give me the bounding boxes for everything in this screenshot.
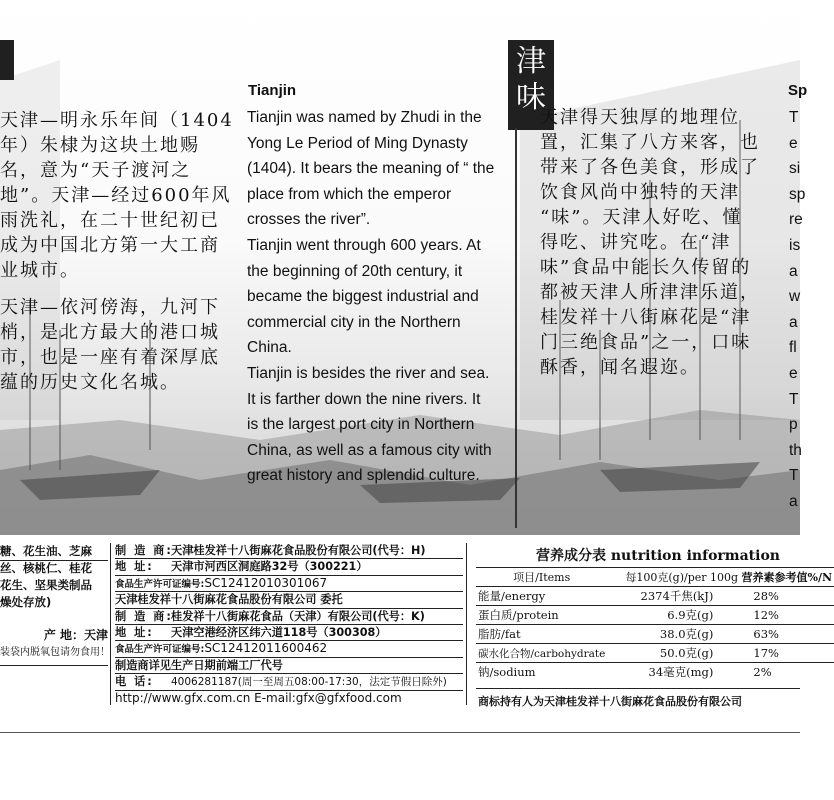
en-line: th bbox=[789, 441, 802, 459]
en-line: a bbox=[789, 313, 798, 331]
cn-line: 天津—依河傍海，九河下 bbox=[0, 297, 220, 318]
entrust-row bbox=[115, 592, 463, 608]
nutrient-value: 34毫克(mg) bbox=[607, 663, 723, 682]
row-value: 天津空港经济区纬六道118号（300308） bbox=[171, 625, 387, 639]
nutrient-nrv: 12% bbox=[723, 606, 834, 625]
table-header-row bbox=[476, 568, 834, 587]
nutrient-value: 2374千焦(kJ) bbox=[607, 587, 723, 606]
nutrient-value: 38.0克(g) bbox=[607, 625, 723, 644]
web-row[interactable] bbox=[115, 691, 463, 706]
nutrient-nrv: 63% bbox=[723, 625, 834, 644]
table-row bbox=[476, 587, 834, 606]
cn-line bbox=[0, 283, 234, 295]
ingredients-line bbox=[0, 611, 108, 627]
cn-line: 味”食品中能长久传留的 bbox=[540, 257, 752, 278]
row-value: SC12412010301067 bbox=[204, 575, 328, 590]
cn-line: 蕴的历史文化名城。 bbox=[0, 372, 180, 393]
row-key: 制 造 商: bbox=[115, 544, 173, 557]
en-line: the beginning of 20th century, it bbox=[247, 262, 463, 280]
en-line: China. bbox=[247, 339, 292, 357]
cn-line: “味”。天津人好吃、懂 bbox=[540, 207, 743, 228]
divider bbox=[476, 688, 800, 689]
nutrient-nrv: 17% bbox=[723, 644, 834, 663]
manufacturer-row bbox=[115, 543, 463, 559]
en-line: China, as well as a famous city with bbox=[247, 441, 492, 459]
cn-line: 得吃、讲究吃。在“津 bbox=[540, 232, 732, 253]
en-line: T bbox=[789, 109, 799, 126]
header-per100-nrv bbox=[607, 568, 834, 587]
ingredients-line: 花生、坚果类制品 bbox=[0, 578, 92, 592]
cn-line: 酥香，闻名遐迩。 bbox=[540, 357, 700, 378]
left-chinese-text bbox=[0, 108, 234, 395]
en-line: Yong Le Period of Ming Dynasty bbox=[247, 134, 468, 152]
english-text bbox=[247, 105, 494, 489]
en-line: Tianjin went through 600 years. At bbox=[247, 236, 481, 254]
trademark-notice: 商标持有人为天津桂发祥十八街麻花食品股份有限公司 bbox=[478, 695, 742, 708]
en-line: sp bbox=[789, 185, 806, 203]
label-bottom-line bbox=[0, 732, 800, 733]
manufacturer-info bbox=[115, 543, 463, 706]
far-right-title: Sp bbox=[788, 82, 808, 99]
cn-line: 饮食风尚中独特的天津 bbox=[540, 182, 740, 203]
ingredients-line: 丝、核桃仁、桂花 bbox=[0, 561, 92, 575]
cn-line: 名，意为“天子渡河之 bbox=[0, 160, 192, 181]
origin-line: 产 地：天津 bbox=[43, 628, 108, 642]
row-value: 天津桂发祥十八街麻花食品股份有限公司(代号：H) bbox=[171, 544, 426, 557]
license-row bbox=[115, 576, 463, 592]
row-value: 天津市河西区洞庭路32号（300221） bbox=[171, 560, 368, 574]
en-line: place from which the emperor bbox=[247, 185, 452, 203]
cn-line: 梢，是北方最大的港口城 bbox=[0, 322, 220, 343]
row-key: 电 话: bbox=[115, 675, 154, 689]
table-row bbox=[476, 606, 834, 625]
en-line: commercial city in the Northern bbox=[247, 313, 461, 331]
row-value: 桂发祥十八街麻花食品（天津）有限公司(代号：K) bbox=[171, 609, 425, 623]
seal-stroke-line bbox=[515, 128, 517, 528]
nutrient-name: 碳水化合物/carbohydrate bbox=[476, 644, 607, 663]
cn-line: 都被天津人所津津乐道， bbox=[540, 282, 760, 303]
english-title: Tianjin bbox=[248, 82, 297, 99]
nutrient-name: 蛋白质/protein bbox=[476, 606, 607, 625]
en-line: (1404). It bears the meaning of “ the bbox=[247, 160, 495, 178]
en-line: Tianjin is besides the river and sea. bbox=[247, 364, 490, 382]
row-value: 制造商详见生产日期前端工厂代号 bbox=[115, 658, 283, 672]
en-line: T bbox=[789, 390, 799, 408]
nutrient-name: 能量/energy bbox=[476, 587, 607, 606]
cn-line: 业城市。 bbox=[0, 260, 80, 281]
seal-left-fragment bbox=[0, 40, 14, 80]
divider bbox=[0, 665, 108, 666]
manufacturer-row bbox=[115, 609, 463, 625]
website-email-link[interactable]: http://www.gfx.com.cn E-mail:gfx@gfxfood.com bbox=[115, 690, 402, 705]
row-value: SC12412011600462 bbox=[204, 641, 328, 656]
en-line: w bbox=[789, 288, 801, 306]
table-row bbox=[476, 625, 834, 644]
row-key: 制 造 商: bbox=[115, 609, 173, 623]
en-line: is the largest port city in Northern bbox=[247, 416, 475, 434]
address-row bbox=[115, 625, 463, 641]
en-line: It is farther down the nine rivers. It bbox=[247, 390, 481, 408]
en-line: a bbox=[789, 262, 798, 280]
en-line: e bbox=[789, 134, 798, 152]
divider bbox=[110, 543, 111, 705]
row-key: 食品生产许可证编号: bbox=[115, 644, 205, 656]
nutrient-value: 6.9克(g) bbox=[607, 606, 723, 625]
en-line: crosses the river”. bbox=[247, 211, 371, 229]
en-line: e bbox=[789, 364, 798, 382]
ingredients-line: 燥处存放) bbox=[0, 595, 52, 609]
cn-line: 门三绝食品”之一，口味 bbox=[540, 332, 752, 353]
row-key: 地 址: bbox=[115, 625, 154, 639]
cn-line: 天津—明永乐年间（1404 bbox=[0, 110, 234, 131]
nutrient-nrv: 2% bbox=[723, 663, 834, 682]
table-row bbox=[476, 644, 834, 663]
cn-line: 成为中国北方第一大工商 bbox=[0, 235, 220, 256]
phone-row bbox=[115, 674, 463, 690]
divider bbox=[0, 560, 108, 561]
header-nrv: 营养素参考值%/N bbox=[741, 571, 833, 584]
nutrient-value: 50.0克(g) bbox=[607, 644, 723, 663]
right-chinese-text bbox=[540, 105, 760, 380]
cn-line: 地”。天津—经过600年风 bbox=[0, 185, 232, 206]
factory-code-row bbox=[115, 658, 463, 674]
seal-char-2: 味 bbox=[516, 80, 546, 115]
license-row bbox=[115, 641, 463, 657]
warning-line: 装袋内脱氧包请勿食用！ bbox=[0, 647, 110, 658]
nutrient-nrv: 28% bbox=[723, 587, 834, 606]
seal-char-1: 津 bbox=[516, 44, 546, 79]
cn-line: 桂发祥十八街麻花是“津 bbox=[540, 307, 752, 328]
en-line: re bbox=[789, 211, 803, 229]
en-line: a bbox=[789, 492, 798, 510]
table-row bbox=[476, 663, 834, 682]
divider bbox=[466, 543, 467, 705]
en-line: fl bbox=[789, 339, 797, 357]
cn-line: 市，也是一座有着深厚底 bbox=[0, 347, 220, 368]
row-value: 天津桂发祥十八街麻花食品股份有限公司 委托 bbox=[115, 593, 343, 607]
en-line: p bbox=[789, 416, 798, 434]
nutrition-facts bbox=[476, 545, 833, 681]
en-line: became the biggest industrial and bbox=[247, 288, 479, 306]
nutrient-name: 脂肪/fat bbox=[476, 625, 607, 644]
ingredients-line: 糖、花生油、芝麻 bbox=[0, 544, 92, 558]
nutrient-name: 钠/sodium bbox=[476, 663, 607, 682]
nutrition-title: 营养成分表 nutrition information bbox=[536, 548, 780, 564]
cn-line: 雨洗礼，在二十世纪初已 bbox=[0, 210, 220, 231]
en-line: si bbox=[789, 160, 801, 178]
row-key: 地 址: bbox=[115, 560, 154, 574]
header-per100: 每100克(g)/per 100g bbox=[625, 571, 739, 584]
cn-line: 置，汇集了八方来客，也 bbox=[540, 132, 760, 153]
nutrition-table bbox=[476, 567, 834, 681]
en-line: T bbox=[789, 467, 799, 485]
cn-line: 天津得天独厚的地理位 bbox=[540, 107, 740, 128]
en-line: Tianjin was named by Zhudi in the bbox=[247, 109, 482, 126]
address-row bbox=[115, 559, 463, 575]
cn-line: 年）朱棣为这块土地赐 bbox=[0, 135, 200, 156]
cn-line: 带来了各色美食，形成了 bbox=[540, 157, 760, 178]
en-line: great history and splendid culture. bbox=[247, 467, 480, 485]
far-right-text bbox=[789, 105, 805, 515]
header-item: 项目/Items bbox=[476, 568, 607, 587]
row-key: 食品生产许可证编号: bbox=[115, 578, 205, 590]
row-value: 4006281187(周一至周五08:00-17:30，法定节假日除外) bbox=[171, 676, 447, 689]
en-line: is bbox=[789, 236, 801, 254]
